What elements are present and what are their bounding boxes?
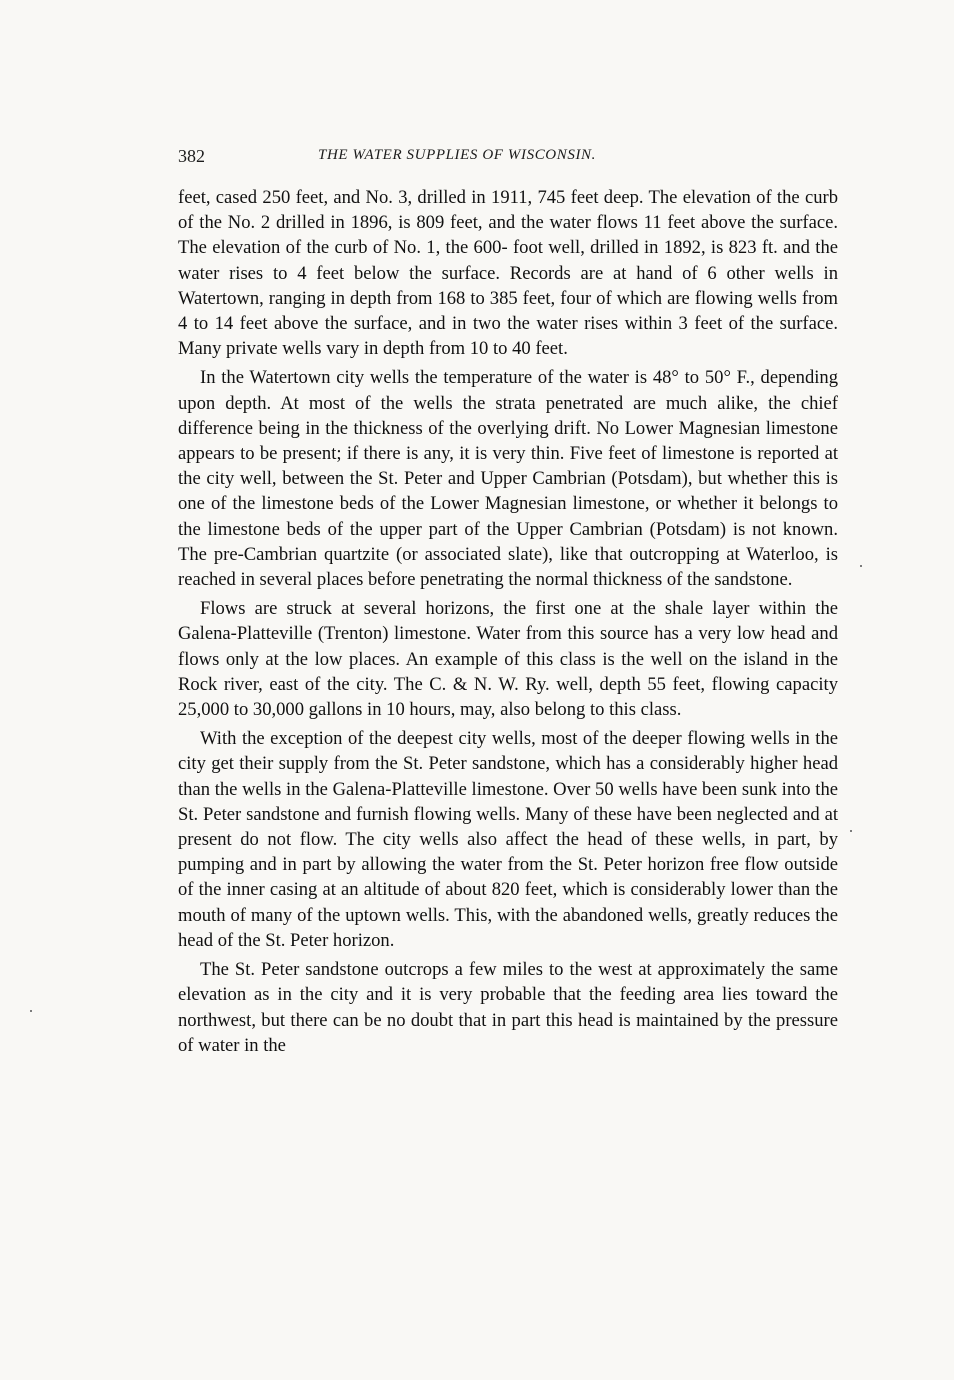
scan-speck bbox=[30, 1010, 32, 1012]
running-title: THE WATER SUPPLIES OF WISCONSIN. bbox=[318, 147, 596, 163]
scan-speck bbox=[850, 830, 852, 832]
page-header bbox=[178, 146, 838, 170]
body-text bbox=[178, 185, 838, 1062]
paragraph-temperature: In the Watertown city wells the temperature of the water is 48° to 50° F., depending upon depth. At most of the wells the strata penetrated are much alike, the chief difference being in the thickness of the overlying drift. No Lower Magnesian limestone appears to be present; if there is any, it is very thin. Five feet of limestone is reported at the city well, between the St. Peter and Upper Cambrian (Potsdam), but whether this is one of the limestone beds of the Lower Magnesian limestone, or whether it belongs to the limestone beds of the upper part of the Upper Cambrian (Potsdam) is not known. The pre-Cambrian quartzite (or associated slate), like that outcropping at Waterloo, is reached in several places before penetrating the normal thickness of the sandstone. bbox=[178, 367, 838, 591]
paragraph-continuation: feet, cased 250 feet, and No. 3, drilled in 1911, 745 feet deep. The elevation of the curb of the No. 2 drilled in 1896, is 809 feet, and the water flows 11 feet above the surface. The elevation of the curb of No. 1, the 600- foot well, drilled in 1892, is 823 ft. and the water rises to 4 feet below the surface. Records are at hand of 6 other wells in Watertown, ranging in depth from 168 to 385 feet, four of which are flowing wells from 4 to 14 feet above the surface, and in two the water rises within 3 feet of the surface. Many private wells vary in depth from 10 to 40 feet. bbox=[178, 187, 838, 360]
paragraph-st-peter-wells: With the exception of the deepest city wells, most of the deeper flowing wells in the city get their supply from the St. Peter sandstone, which has a considerably higher head than the wells in the Galena-Platteville limestone. Over 50 wells have been sunk into the St. Peter sandstone and furnish flowing wells. Many of these have been neglected and at present do not flow. The city wells also affect the head of these wells, in part, by pumping and in part by allowing the water from the St. Peter horizon free flow outside of the inner casing at an altitude of about 820 feet, which is considerably lower than the mouth of many of the uptown wells. This, with the abandoned wells, greatly reduces the head of the St. Peter horizon. bbox=[178, 728, 838, 951]
page-number: 382 bbox=[178, 146, 205, 166]
paragraph-st-peter-outcrop: The St. Peter sandstone outcrops a few miles to the west at approximately the same elevation as in the city and it is very probable that the feeding area lies toward the northwest, but there can be no doubt that in part this head is maintained by the pressure of water in the bbox=[178, 959, 838, 1056]
paragraph-flows: Flows are struck at several horizons, the first one at the shale layer within the Galena-Platteville (Trenton) limestone. Water from this source has a very low head and flows only at the low places. An example of this class is the well on the island in the Rock river, east of the city. The C. & N. W. Ry. well, depth 55 feet, flowing capacity 25,000 to 30,000 gallons in 10 hours, may, also belong to this class. bbox=[178, 598, 838, 721]
scan-speck bbox=[860, 565, 862, 567]
